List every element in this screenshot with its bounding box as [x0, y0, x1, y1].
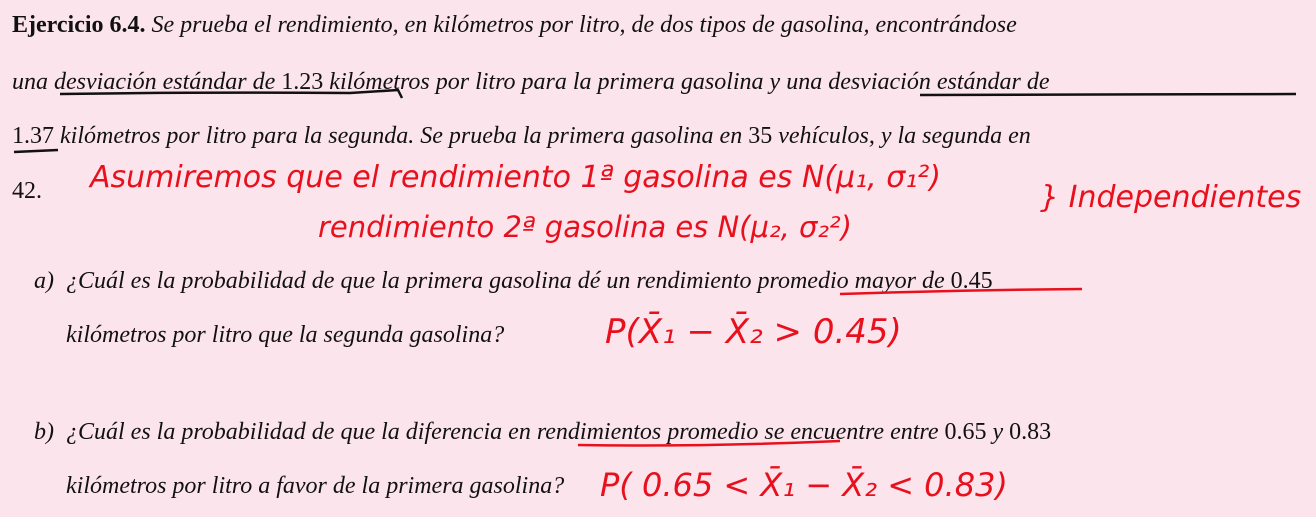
sd-second-value: 1.37	[12, 123, 54, 149]
part-b-line-1	[34, 417, 1051, 447]
sd-first-value: 1.23	[281, 69, 324, 95]
part-a-threshold: 0.45	[950, 268, 993, 294]
handwritten-assumption-2: rendimiento 2ª gasolina es N(μ₂, σ₂²)	[318, 210, 852, 244]
part-b-upper: 0.83	[1009, 419, 1052, 445]
exercise-line-1	[12, 10, 1017, 40]
exercise-text-2a: una desviación estándar de	[12, 69, 282, 95]
part-a-text-2: kilómetros por litro que la segunda gasolina?	[66, 322, 505, 348]
part-b-text-1: ¿Cuál es la probabilidad de que la diferencia en rendimientos promedio se encuentre entre	[66, 419, 945, 445]
exercise-line-2	[12, 67, 1049, 97]
handwritten-assumption-1: Asumiremos que el rendimiento 1ª gasolina es N(μ₁, σ₁²)	[90, 160, 942, 195]
exercise-text-1: Se prueba el rendimiento, en kilómetros por litro, de dos tipos de gasolina, encontrándose	[151, 12, 1017, 38]
part-a-label: a)	[34, 268, 54, 294]
exercise-line-3	[12, 121, 1031, 151]
part-b-label: b)	[34, 419, 54, 445]
exercise-text-2c: kilómetros por litro para la primera gasolina y una desviación estándar de	[323, 69, 1050, 95]
exercise-text-3d: vehículos, y la segunda en	[772, 123, 1031, 149]
handwritten-independent-note: } Independientes	[1040, 180, 1302, 215]
handwritten-prob-a: P(X̄₁ − X̄₂ > 0.45)	[605, 312, 902, 352]
n-first-value: 35	[748, 123, 773, 149]
exercise-text-3b: kilómetros por litro para la segunda. Se prueba la primera gasolina en	[54, 123, 749, 149]
handwritten-prob-b: P( 0.65 < X̄₁ − X̄₂ < 0.83)	[600, 466, 1008, 504]
n-second-value: 42.	[12, 178, 42, 204]
part-b-lower: 0.65	[944, 419, 987, 445]
part-b-and: y	[986, 419, 1010, 445]
exercise-label: Ejercicio 6.4.	[12, 12, 146, 38]
part-a-text-1: ¿Cuál es la probabilidad de que la primera gasolina dé un rendimiento promedio mayor de	[66, 268, 951, 294]
part-a-line-1	[34, 266, 993, 296]
part-b-text-2: kilómetros por litro a favor de la primera gasolina?	[66, 473, 565, 499]
